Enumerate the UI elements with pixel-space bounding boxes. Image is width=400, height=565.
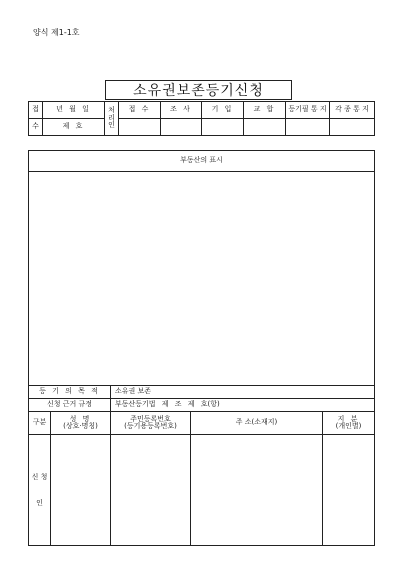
header-collation: 교 합 — [244, 102, 286, 119]
header-id — [111, 412, 191, 435]
receipt-table — [28, 101, 375, 136]
header-name — [51, 412, 111, 435]
header-share-line2: (개인별) — [335, 422, 362, 430]
header-id-line1: 주민등록번호 — [130, 414, 171, 423]
property-description-area[interactable] — [29, 172, 375, 386]
applicant-label: 신 청 인 — [29, 435, 51, 546]
header-survey: 조 사 — [161, 102, 202, 119]
receipt-jeop-label: 접 — [29, 102, 43, 119]
header-id-line2: (등기용등록번호) — [124, 422, 177, 430]
header-entry: 기 입 — [202, 102, 244, 119]
header-various-notice: 각 종 통 지 — [330, 102, 375, 119]
cell-collation[interactable] — [244, 119, 286, 136]
cell-receipt[interactable] — [119, 119, 161, 136]
cell-various-notice[interactable] — [330, 119, 375, 136]
cell-survey[interactable] — [161, 119, 202, 136]
header-registration-notice: 등기필 통 지 — [286, 102, 330, 119]
applicant-name-cell[interactable] — [51, 435, 111, 546]
header-category: 구분 — [29, 412, 51, 435]
applicant-address-cell[interactable] — [191, 435, 323, 546]
cell-entry[interactable] — [202, 119, 244, 136]
cell-registration-notice[interactable] — [286, 119, 330, 136]
header-share-line1: 지 분 — [337, 414, 360, 423]
receipt-number-label: 제 호 — [43, 119, 105, 136]
page-title: 소유권보존등기신청 — [105, 80, 292, 100]
header-name-line1: 성 명 — [69, 414, 92, 423]
form-number: 양식 제1-1호 — [33, 28, 80, 37]
receipt-su-label: 수 — [29, 119, 43, 136]
basis-label: 신청 근거 규정 — [29, 399, 111, 412]
main-table — [28, 150, 375, 546]
header-address: 주 소(소재지) — [191, 412, 323, 435]
purpose-value[interactable]: 소유권 보존 — [111, 386, 375, 399]
receipt-date-label: 년 월 일 — [43, 102, 105, 119]
header-share — [323, 412, 375, 435]
basis-value[interactable]: 부동산등기법 제 조 제 호(항) — [111, 399, 375, 412]
header-receipt: 접 수 — [119, 102, 161, 119]
applicant-id-cell[interactable] — [111, 435, 191, 546]
purpose-label: 등 기 의 목 적 — [29, 386, 111, 399]
property-heading: 부동산의 표시 — [29, 151, 375, 172]
header-name-line2: (상호·명칭) — [63, 422, 98, 430]
processor-label: 처리인 — [105, 102, 119, 136]
applicant-share-cell[interactable] — [323, 435, 375, 546]
